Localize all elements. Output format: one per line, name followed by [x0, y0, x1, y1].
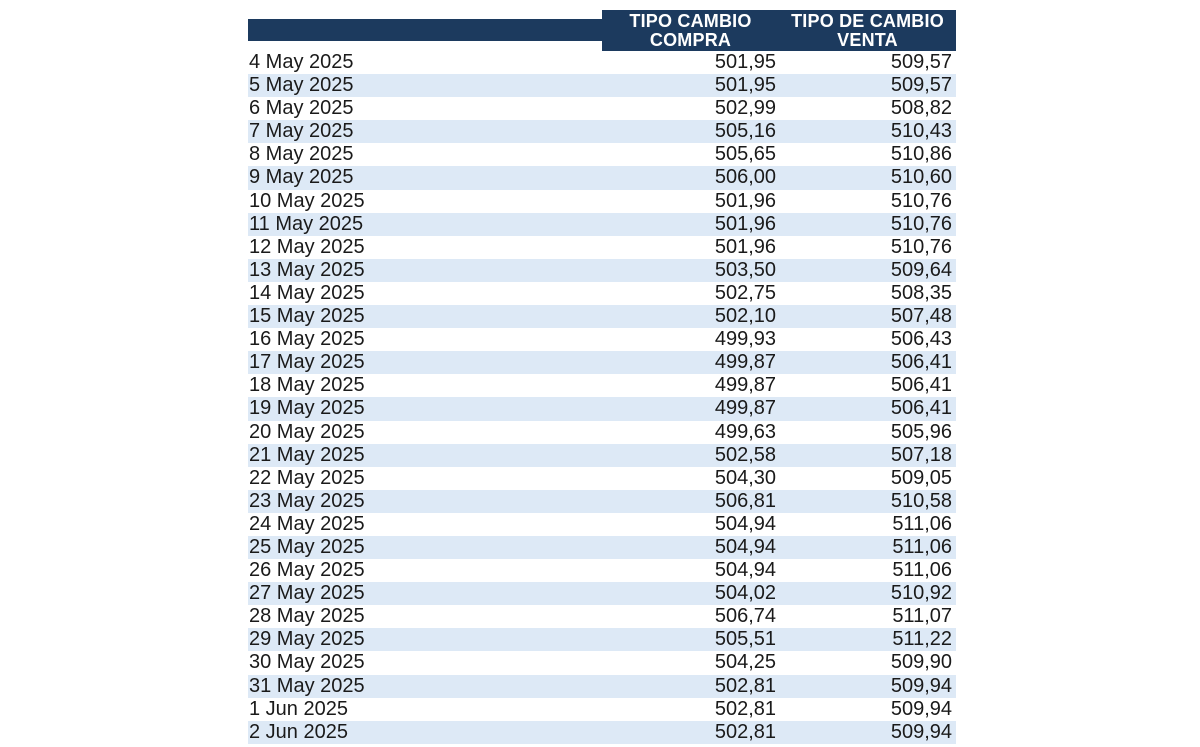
- table-row: [248, 490, 956, 513]
- date-cell: 7 May 2025: [249, 120, 354, 143]
- compra-cell: 504,02: [714, 582, 776, 605]
- compra-cell: 503,50: [714, 258, 776, 281]
- compra-cell: 502,75: [714, 281, 776, 304]
- compra-cell: 501,95: [714, 51, 776, 73]
- compra-cell: 502,58: [714, 443, 776, 466]
- table-row: [248, 536, 956, 559]
- compra-cell: 501,95: [714, 74, 776, 97]
- table-row: [248, 628, 956, 651]
- venta-cell: 509,57: [890, 51, 952, 73]
- date-cell: 23 May 2025: [249, 489, 365, 512]
- date-cell: 29 May 2025: [249, 628, 365, 651]
- venta-cell: 510,76: [890, 212, 952, 235]
- compra-cell: 504,94: [714, 535, 776, 558]
- table-row: [248, 559, 956, 582]
- date-cell: 16 May 2025: [249, 328, 365, 351]
- date-cell: 8 May 2025: [249, 143, 354, 166]
- table-row: [248, 190, 956, 213]
- table-row: [248, 513, 956, 536]
- compra-cell: 499,63: [714, 420, 776, 443]
- venta-cell: 510,86: [890, 143, 952, 166]
- table-row: [248, 397, 956, 420]
- venta-cell: 510,58: [890, 489, 952, 512]
- header-compra-line1: TIPO CAMBIO: [629, 10, 752, 31]
- date-cell: 19 May 2025: [249, 397, 365, 420]
- date-cell: 18 May 2025: [249, 374, 365, 397]
- header-date-cell: [248, 19, 602, 41]
- table-header-row: [248, 10, 956, 51]
- table-row: [248, 166, 956, 189]
- venta-cell: 509,57: [890, 74, 952, 97]
- date-cell: 9 May 2025: [249, 166, 354, 189]
- date-cell: 20 May 2025: [249, 420, 365, 443]
- table-row: [248, 259, 956, 282]
- venta-cell: 505,96: [890, 420, 952, 443]
- compra-cell: 506,74: [714, 605, 776, 628]
- table-row: [248, 305, 956, 328]
- venta-cell: 509,05: [890, 466, 952, 489]
- venta-cell: 506,41: [890, 397, 952, 420]
- table-row: [248, 213, 956, 236]
- venta-cell: 509,94: [890, 720, 952, 743]
- date-cell: 21 May 2025: [249, 443, 365, 466]
- table-row: [248, 74, 956, 97]
- venta-cell: 511,22: [892, 628, 952, 651]
- venta-cell: 509,64: [890, 258, 952, 281]
- compra-cell: 502,81: [714, 720, 776, 743]
- date-cell: 6 May 2025: [249, 97, 354, 120]
- venta-cell: 510,60: [890, 166, 952, 189]
- date-cell: 31 May 2025: [249, 674, 365, 697]
- date-cell: 12 May 2025: [249, 235, 365, 258]
- table-row: [248, 651, 956, 674]
- venta-cell: 506,41: [890, 374, 952, 397]
- table-row: [248, 467, 956, 490]
- venta-cell: 508,35: [890, 281, 952, 304]
- venta-cell: 510,76: [890, 235, 952, 258]
- table-row: [248, 605, 956, 628]
- compra-cell: 505,65: [714, 143, 776, 166]
- venta-cell: 509,94: [890, 697, 952, 720]
- compra-cell: 502,10: [714, 305, 776, 328]
- venta-cell: 507,18: [890, 443, 952, 466]
- compra-cell: 501,96: [714, 189, 776, 212]
- table-row: [248, 698, 956, 721]
- table-row: [248, 582, 956, 605]
- venta-cell: 506,41: [890, 351, 952, 374]
- table-row: [248, 143, 956, 166]
- table-row: [248, 328, 956, 351]
- compra-cell: 504,25: [714, 651, 776, 674]
- venta-cell: 511,07: [892, 605, 952, 628]
- header-venta-line2: VENTA: [837, 29, 898, 50]
- table-row: [248, 282, 956, 305]
- exchange-rate-table: [248, 10, 956, 744]
- venta-cell: 511,06: [892, 535, 952, 558]
- date-cell: 13 May 2025: [249, 258, 365, 281]
- compra-cell: 501,96: [714, 235, 776, 258]
- date-cell: 2 Jun 2025: [249, 720, 348, 743]
- compra-cell: 505,51: [714, 628, 776, 651]
- date-cell: 28 May 2025: [249, 605, 365, 628]
- table-row: [248, 421, 956, 444]
- venta-cell: 509,94: [890, 674, 952, 697]
- compra-cell: 502,99: [714, 97, 776, 120]
- date-cell: 1 Jun 2025: [249, 697, 348, 720]
- venta-cell: 510,92: [890, 582, 952, 605]
- compra-cell: 506,00: [714, 166, 776, 189]
- table-row: [248, 721, 956, 744]
- compra-cell: 499,93: [714, 328, 776, 351]
- table-body: [248, 51, 956, 744]
- date-cell: 26 May 2025: [249, 559, 365, 582]
- table-row: [248, 675, 956, 698]
- header-venta-line1: TIPO DE CAMBIO: [791, 10, 944, 31]
- venta-cell: 509,90: [890, 651, 952, 674]
- header-compra-line2: COMPRA: [649, 29, 732, 50]
- compra-cell: 499,87: [714, 397, 776, 420]
- date-cell: 10 May 2025: [249, 189, 365, 212]
- date-cell: 14 May 2025: [249, 281, 365, 304]
- table-row: [248, 97, 956, 120]
- compra-cell: 499,87: [714, 351, 776, 374]
- header-compra-cell: [602, 10, 779, 51]
- venta-cell: 511,06: [892, 512, 952, 535]
- date-cell: 17 May 2025: [249, 351, 365, 374]
- compra-cell: 501,96: [714, 212, 776, 235]
- venta-cell: 510,76: [890, 189, 952, 212]
- compra-cell: 505,16: [714, 120, 776, 143]
- table-row: [248, 236, 956, 259]
- table-row: [248, 120, 956, 143]
- date-cell: 15 May 2025: [249, 305, 365, 328]
- venta-cell: 508,82: [890, 97, 952, 120]
- date-cell: 30 May 2025: [249, 651, 365, 674]
- venta-cell: 510,43: [890, 120, 952, 143]
- header-venta-cell: [779, 10, 956, 51]
- table-row: [248, 351, 956, 374]
- table-row: [248, 51, 956, 74]
- date-cell: 22 May 2025: [249, 466, 365, 489]
- compra-cell: 499,87: [714, 374, 776, 397]
- compra-cell: 502,81: [714, 674, 776, 697]
- date-cell: 25 May 2025: [249, 535, 365, 558]
- venta-cell: 506,43: [890, 328, 952, 351]
- compra-cell: 502,81: [714, 697, 776, 720]
- date-cell: 24 May 2025: [249, 512, 365, 535]
- venta-cell: 511,06: [892, 559, 952, 582]
- date-cell: 11 May 2025: [249, 212, 364, 235]
- compra-cell: 504,94: [714, 512, 776, 535]
- compra-cell: 504,30: [714, 466, 776, 489]
- date-cell: 27 May 2025: [249, 582, 365, 605]
- venta-cell: 507,48: [890, 305, 952, 328]
- compra-cell: 506,81: [714, 489, 776, 512]
- date-cell: 4 May 2025: [249, 51, 354, 73]
- compra-cell: 504,94: [714, 559, 776, 582]
- table-row: [248, 374, 956, 397]
- table-row: [248, 444, 956, 467]
- date-cell: 5 May 2025: [249, 74, 354, 97]
